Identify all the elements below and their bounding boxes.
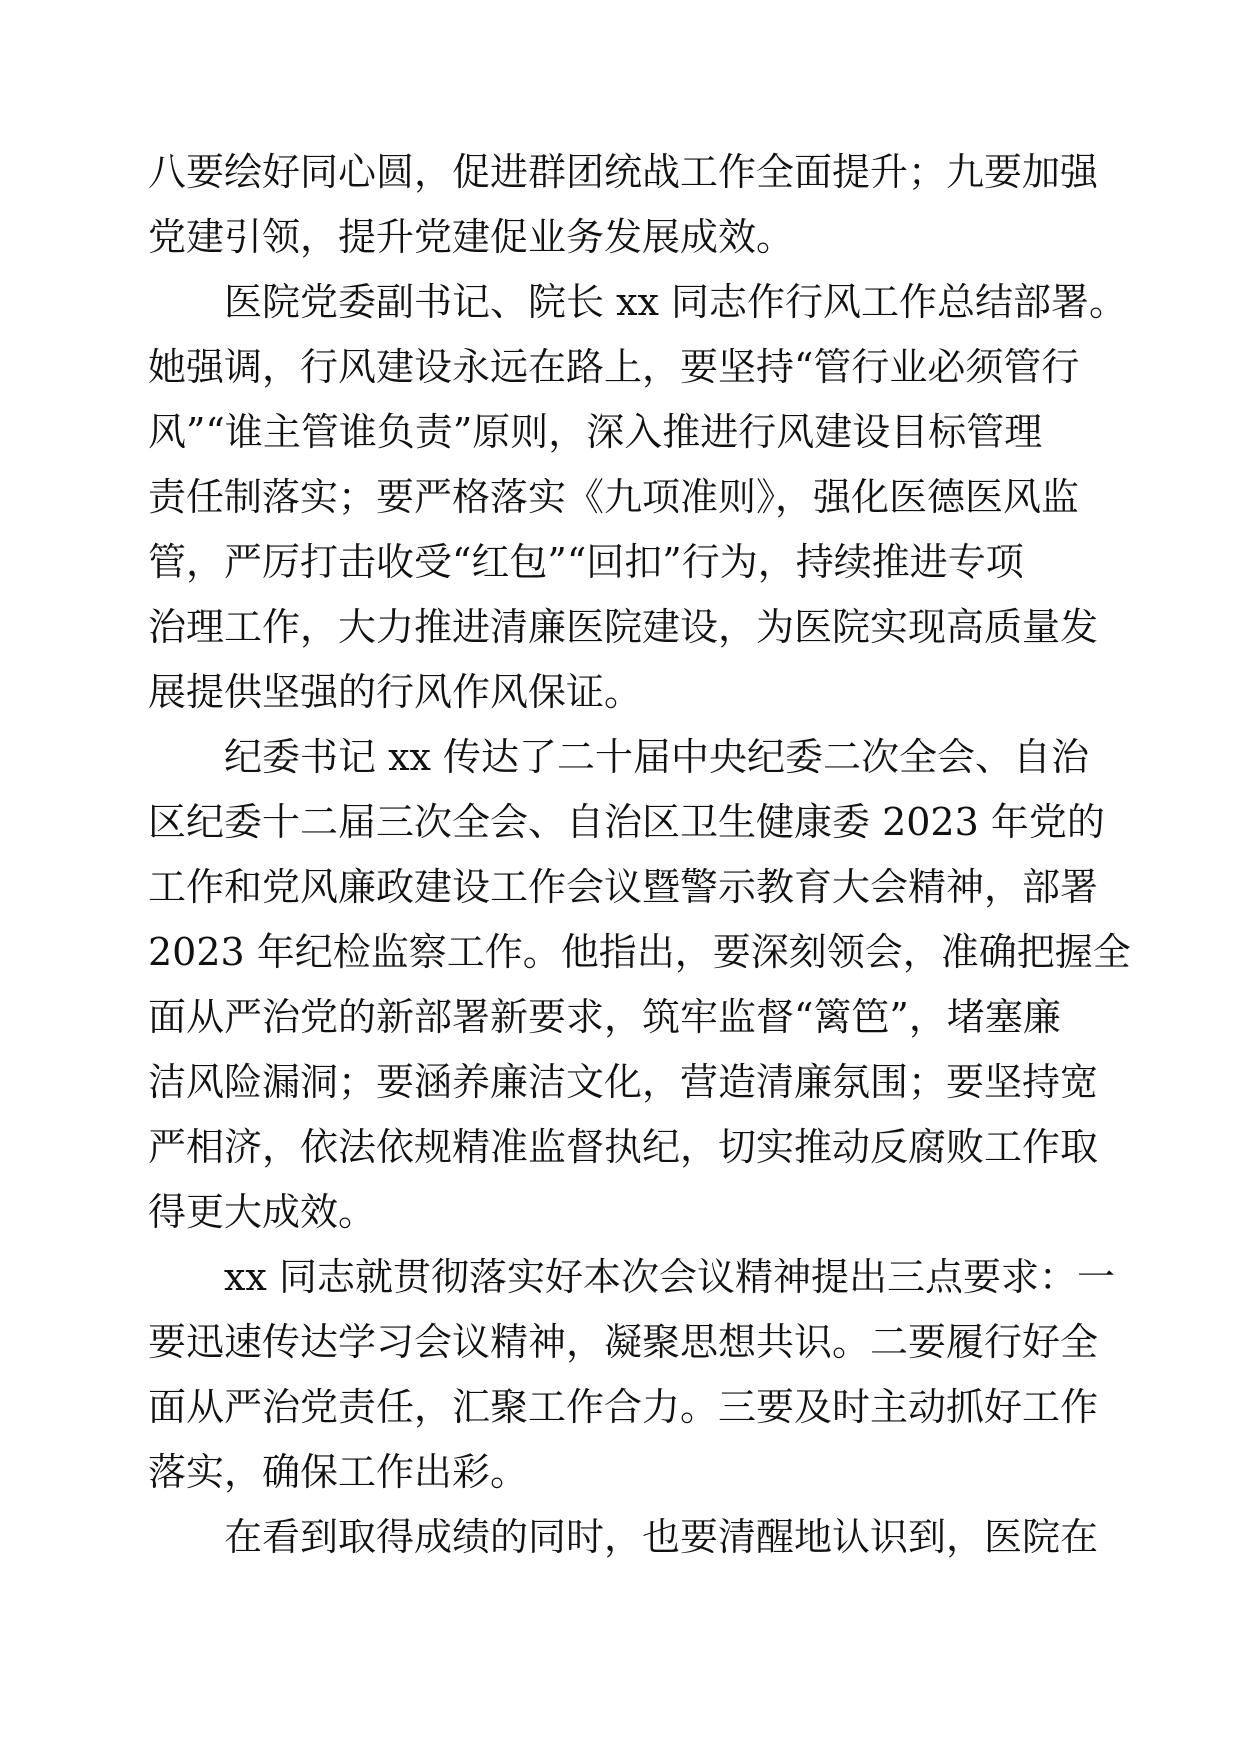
text-line: 风”“谁主管谁负责”原则，深入推进行风建设目标管理: [148, 410, 1043, 454]
text-line: 洁风险漏洞；要涵养廉洁文化，营造清廉氛围；要坚持宽: [148, 1060, 1099, 1104]
text-line: 八要绘好同心圆，促进群团统战工作全面提升；九要加强: [148, 150, 1099, 194]
paragraph-3: [148, 725, 1131, 1245]
text-line: xx 同志就贯彻落实好本次会议精神提出三点要求：一: [224, 1255, 1115, 1299]
text-line: 医院党委副书记、院长 xx 同志作行风工作总结部署。: [224, 280, 1128, 324]
text-line: 展提供坚强的行风作风保证。: [148, 670, 643, 714]
text-line: 2023 年纪检监察工作。他指出，要深刻领会，准确把握全: [148, 930, 1131, 974]
text-line: 要迅速传达学习会议精神，凝聚思想共识。二要履行好全: [148, 1320, 1099, 1364]
paragraph-2: [148, 270, 1128, 725]
paragraph-1: [148, 140, 1099, 270]
text-line: 治理工作，大力推进清廉医院建设，为医院实现高质量发: [148, 605, 1099, 649]
text-line: 党建引领，提升党建促业务发展成效。: [148, 215, 795, 259]
text-line: 落实，确保工作出彩。: [148, 1450, 529, 1494]
text-line: 管，严厉打击收受“红包”“回扣”行为，持续推进专项: [148, 540, 1024, 584]
text-line: 工作和党风廉政建设工作会议暨警示教育大会精神，部署: [148, 865, 1099, 909]
text-line: 面从严治党责任，汇聚工作合力。三要及时主动抓好工作: [148, 1385, 1099, 1429]
text-line: 她强调，行风建设永远在路上，要坚持“管行业必须管行: [148, 345, 1080, 389]
text-line: 严相济，依法依规精准监督执纪，切实推动反腐败工作取: [148, 1125, 1099, 1169]
paragraph-5: [148, 1505, 1099, 1570]
text-line: 纪委书记 xx 传达了二十届中央纪委二次全会、自治: [224, 735, 1090, 779]
document-body: [148, 140, 1131, 1570]
text-line: 责任制落实；要严格落实《九项准则》，强化医德医风监: [148, 475, 1080, 519]
text-line: 得更大成效。: [148, 1190, 377, 1234]
paragraph-4: [148, 1245, 1115, 1505]
text-line: 区纪委十二届三次全会、自治区卫生健康委 2023 年党的: [148, 800, 1105, 844]
text-line: 面从严治党的新部署新要求，筑牢监督“篱笆”，堵塞廉: [148, 995, 1061, 1039]
text-line: 在看到取得成绩的同时，也要清醒地认识到，医院在: [224, 1515, 1099, 1559]
